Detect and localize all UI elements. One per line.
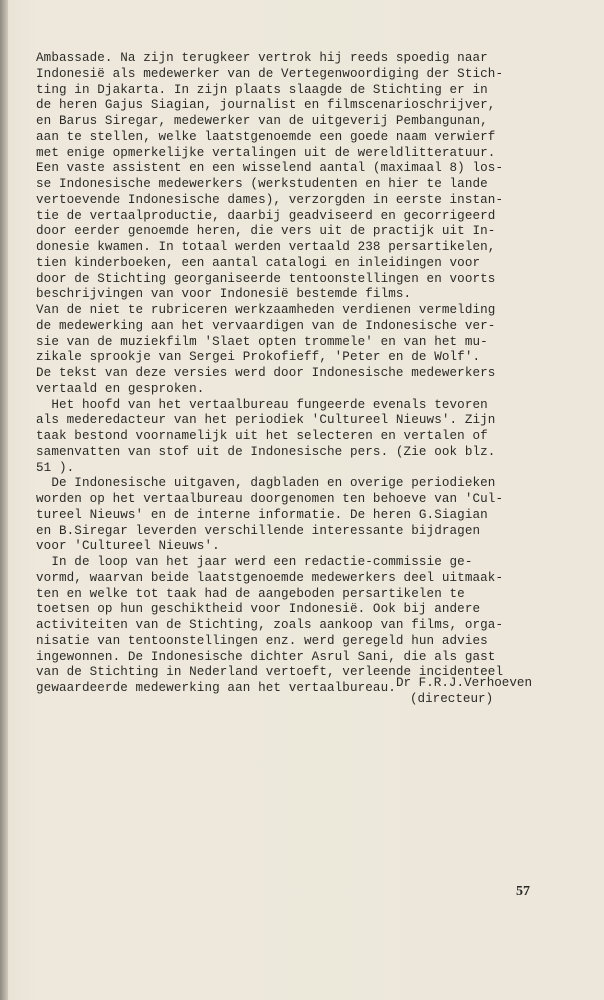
text-line: De tekst van deze versies werd door Indonesische medewerkers <box>36 366 496 380</box>
book-binding-edge <box>0 0 8 1000</box>
text-line: en Barus Siregar, medewerker van de uitgeverij Pembangunan, <box>36 114 488 128</box>
text-line: In de loop van het jaar werd een redactie-commissie ge- <box>36 555 473 569</box>
text-line: se Indonesische medewerkers (werkstudenten en hier te lande <box>36 177 488 191</box>
text-line: worden op het vertaalbureau doorgenomen ten behoeve van 'Cul- <box>36 492 504 506</box>
text-line: 51 ). <box>36 460 75 475</box>
text-line: de heren Gajus Siagian, journalist en filmscenarioschrijver, <box>36 98 496 113</box>
text-line: Indonesië als medewerker van de Vertegenwoordiging der Stich- <box>36 66 504 81</box>
text-line: aan te stellen, welke laatstgenoemde een goede naam verwierf <box>36 129 496 144</box>
text-line: tureel Nieuws' en de interne informatie. De heren G.Siagian <box>36 507 488 522</box>
text-line: donesie kwamen. In totaal werden vertaald 238 persartikelen, <box>36 240 496 254</box>
signature-title: (directeur) <box>410 691 494 706</box>
text-line: activiteiten van de Stichting, zoals aankoop van films, orga- <box>36 618 504 632</box>
text-line: Een vaste assistent en een wisselend aantal (maximaal 8) los- <box>36 161 504 176</box>
text-line: gewaardeerde medewerking aan het vertaalbureau. <box>36 681 396 695</box>
text-line: Het hoofd van het vertaalbureau fungeerde evenals tevoren <box>36 397 488 412</box>
text-line: de medewerking aan het vervaardigen van de Indonesische ver- <box>36 318 496 333</box>
text-line: De Indonesische uitgaven, dagbladen en overige periodieken <box>36 476 496 491</box>
text-line: taak bestond voornamelijk uit het selecteren en vertalen of <box>36 429 488 443</box>
text-line: vormd, waarvan beide laatstgenoemde medewerkers deel uitmaak- <box>36 570 504 585</box>
text-line: samenvatten van stof uit de Indonesische pers. (Zie ook blz. <box>36 444 496 459</box>
body-text <box>36 51 532 697</box>
text-line: door eerder genoemde heren, die vers uit de practijk uit In- <box>36 224 496 239</box>
text-line: ten en welke tot taak had de aangeboden persartikelen te <box>36 586 465 601</box>
text-line: toetsen op hun geschiktheid voor Indonesië. Ook bij andere <box>36 602 481 617</box>
page-number: 57 <box>516 884 530 899</box>
text-line: tien kinderboeken, een aantal catalogi en inleidingen voor <box>36 255 481 270</box>
text-line: met enige opmerkelijke vertalingen uit de wereldlitteratuur. <box>36 145 496 160</box>
signature-block <box>396 676 532 708</box>
signature-name: Dr F.R.J.Verhoeven <box>396 676 533 690</box>
text-line: zikale sprookje van Sergei Prokofieff, 'Peter en de Wolf'. <box>36 350 481 365</box>
text-line: Van de niet te rubriceren werkzaamheden verdienen vermelding <box>36 303 496 317</box>
text-line: ingewonnen. De Indonesische dichter Asrul Sani, die als gast <box>36 649 496 664</box>
text-line: voor 'Cultureel Nieuws'. <box>36 539 220 554</box>
text-line: sie van de muziekfilm 'Slaet opten trommele' en van het mu- <box>36 334 488 349</box>
text-line: nisatie van tentoonstellingen enz. werd geregeld hun advies <box>36 633 488 648</box>
text-line: van de Stichting in Nederland vertoeft, verleende incidenteel <box>36 665 504 680</box>
text-line: ting in Djakarta. In zijn plaats slaagde de Stichting er in <box>36 82 488 97</box>
text-line: door de Stichting georganiseerde tentoonstellingen en voorts <box>36 271 496 286</box>
text-line: als mederedacteur van het periodiek 'Cultureel Nieuws'. Zijn <box>36 413 496 428</box>
text-line: en B.Siregar leverden verschillende interessante bijdragen <box>36 523 481 538</box>
text-line: vertoevende Indonesische dames), verzorgden in eerste instan- <box>36 192 504 207</box>
text-line: beschrijvingen van voor Indonesië bestemde films. <box>36 287 412 302</box>
text-line: Ambassade. Na zijn terugkeer vertrok hij reeds spoedig naar <box>36 51 488 65</box>
text-line: tie de vertaalproductie, daarbij geadviseerd en gecorrigeerd <box>36 208 496 223</box>
text-line: vertaald en gesproken. <box>36 381 205 396</box>
